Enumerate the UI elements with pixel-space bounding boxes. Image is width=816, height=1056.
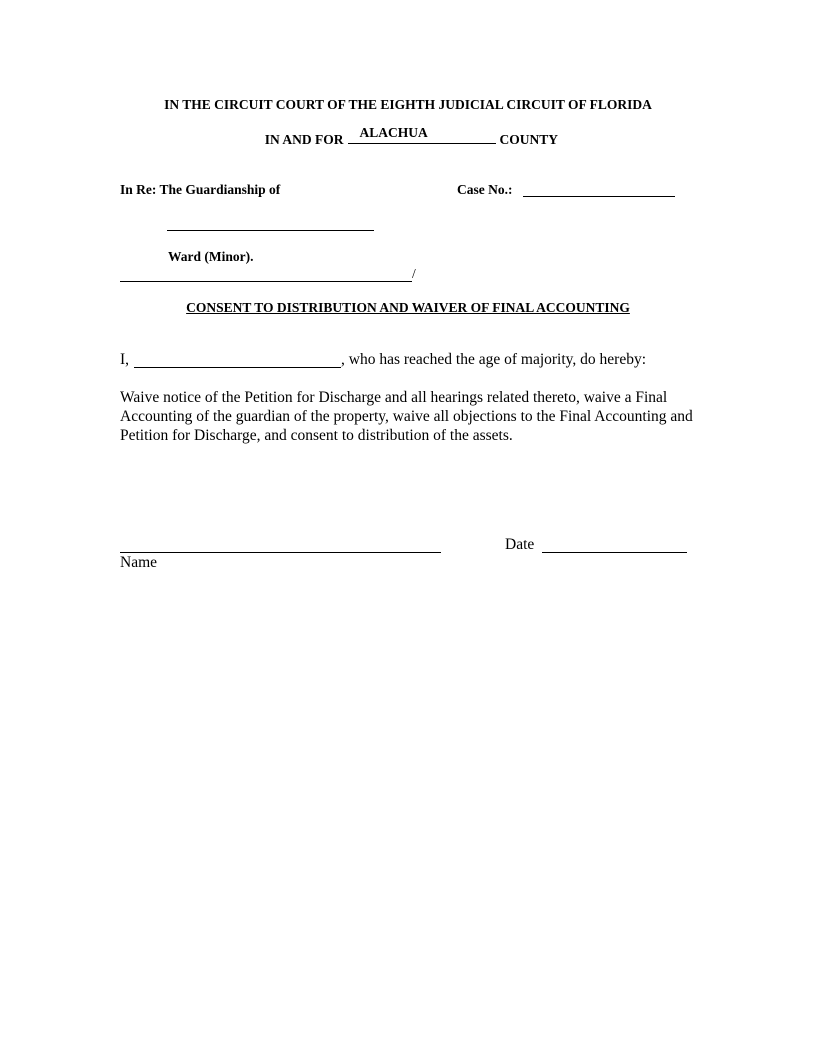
- date-label: Date: [505, 536, 535, 553]
- signature-field[interactable]: [120, 552, 441, 553]
- document-title: CONSENT TO DISTRIBUTION AND WAIVER OF FINAL ACCOUNTING: [186, 300, 630, 315]
- county-caption-line: [0, 115, 816, 148]
- caption-slash: /: [412, 266, 416, 281]
- declarant-name-field[interactable]: [134, 367, 341, 368]
- caption-closing-line: [120, 281, 412, 282]
- county-prefix: IN AND FOR: [264, 132, 344, 147]
- case-no-field[interactable]: [523, 196, 675, 197]
- court-caption-line: IN THE CIRCUIT COURT OF THE EIGHTH JUDICIAL CIRCUIT OF FLORIDA: [164, 97, 652, 112]
- county-field[interactable]: [348, 125, 496, 144]
- date-field[interactable]: [542, 552, 687, 553]
- county-value: ALACHUA: [359, 125, 428, 140]
- declarant-prefix: I,: [120, 351, 130, 368]
- declarant-suffix: , who has reached the age of majority, do hereby:: [341, 351, 647, 368]
- in-re-label: In Re: The Guardianship of: [120, 182, 281, 197]
- case-no-label: Case No.:: [457, 182, 513, 197]
- ward-label: Ward (Minor).: [168, 249, 254, 264]
- county-suffix: COUNTY: [499, 132, 559, 147]
- ward-name-field[interactable]: [167, 230, 374, 231]
- waiver-paragraph: Waive notice of the Petition for Discharge and all hearings related thereto, waive a Final Accounting of the guardian of the property, waive all objections to the Final Accounting and Petition for Discharge, and consent to distribution of the assets.: [120, 389, 693, 444]
- name-label: Name: [120, 554, 158, 571]
